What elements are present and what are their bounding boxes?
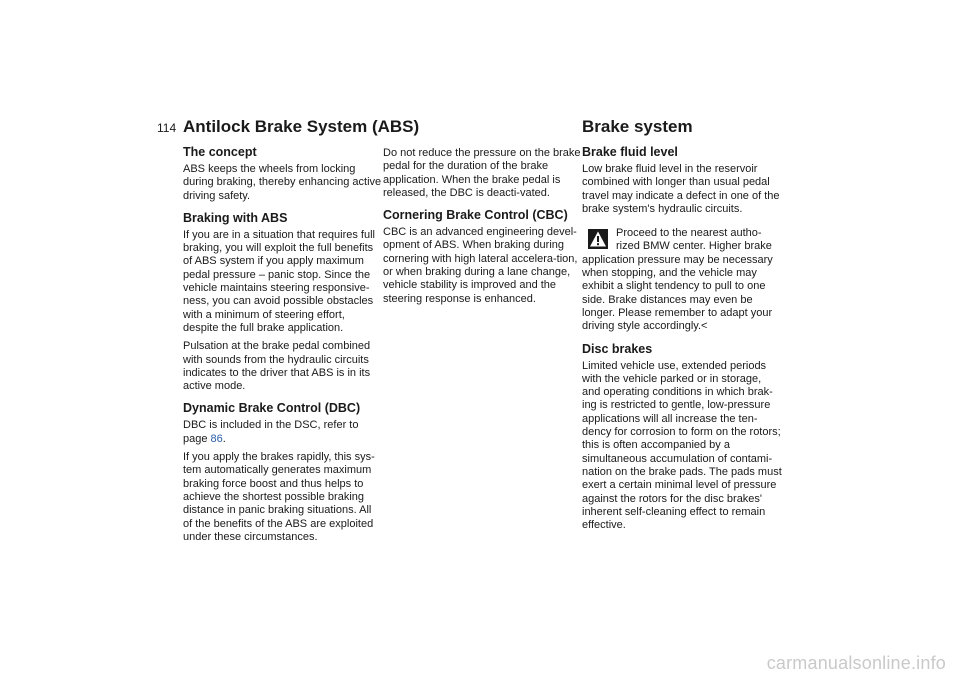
paragraph-cbc: CBC is an advanced engineering devel-opment of ABS. When braking during cornering with high lateral accelera-tion, or when braking during a lane change, vehicle stability is improved and the steering response is enhanced. [383,226,578,305]
column-left [183,145,383,549]
end-mark: < [701,320,708,333]
heading-dbc: Dynamic Brake Control (DBC) [183,401,361,416]
section-title-abs: Antilock Brake System (ABS) [183,117,420,136]
paragraph-brake-fluid: Low brake fluid level in the reservoir combined with longer than usual pedal travel may indicate a defect in one of the brake system's hydraulic circuits. [582,163,780,215]
heading-cbc: Cornering Brake Control (CBC) [383,208,568,223]
warning-note [582,227,782,333]
paragraph-dbc-1 [183,419,383,446]
dbc-ref-period: . [222,432,226,445]
page-number: 114 [157,121,177,135]
warning-triangle-icon [588,229,608,249]
paragraph-dbc-2: If you apply the brakes rapidly, this sys-tem automatically generates maximum braking force boost and thus helps to achieve the shortest possible braking distance in panic braking situations. All of the benefits of the ABS are exploited under these circumstances. [183,451,375,543]
column-middle [383,147,583,311]
heading-the-concept: The concept [183,145,257,159]
column-right [582,145,782,537]
heading-braking-with-abs: Braking with ABS [183,210,288,225]
paragraph-dbc-3: Do not reduce the pressure on the brake pedal for the duration of the brake application. When the brake pedal is released, the DBC is deacti-vated. [383,147,581,199]
paragraph-concept: ABS keeps the wheels from locking during braking, thereby enhancing active driving safety. [183,163,382,202]
heading-brake-fluid-level: Brake fluid level [582,145,678,159]
dbc-ref-text: DBC is included in the DSC, refer to page [183,419,359,445]
paragraph-braking-2: Pulsation at the brake pedal combined with sounds from the hydraulic circuits indicates to the driver that ABS is in its active mode. [183,340,371,393]
paragraph-braking-1: If you are in a situation that requires full braking, you will exploit the full benefits of ABS system if you apply maximum pedal pressure – panic stop. Since the vehicle maintains steering responsive-ness, you can avoid possible obstacles with a minimum of steering effort, despite the full brake application. [183,228,375,334]
paragraph-disc-brakes: Limited vehicle use, extended periods with the vehicle parked or in storage, and operating conditions in which brak-ing is restricted to gentle, low-pressure applications will all increase the ten-dency for corrosion to form on the rotors; this is often accompanied by a simultaneous accumulation of contami-nation on the brake pads. The pads must exert a certain minimal level of pressure against the rotors for the disc brakes' inherent self-cleaning effect to remain effective. [582,359,782,532]
section-title-brake-system: Brake system [582,117,693,136]
heading-disc-brakes: Disc brakes [582,341,653,356]
page-link-86[interactable]: 86 [210,432,223,445]
watermark: carmanualsonline.info [766,653,946,673]
warning-text: Proceed to the nearest autho-rized BMW center. Higher brake application pressure may be necessary when stopping, and the vehicle may exhibit a slight tendency to pull to one side. Brake distances may even be longer. Please remember to adapt your driving style accordingly. [582,227,773,333]
